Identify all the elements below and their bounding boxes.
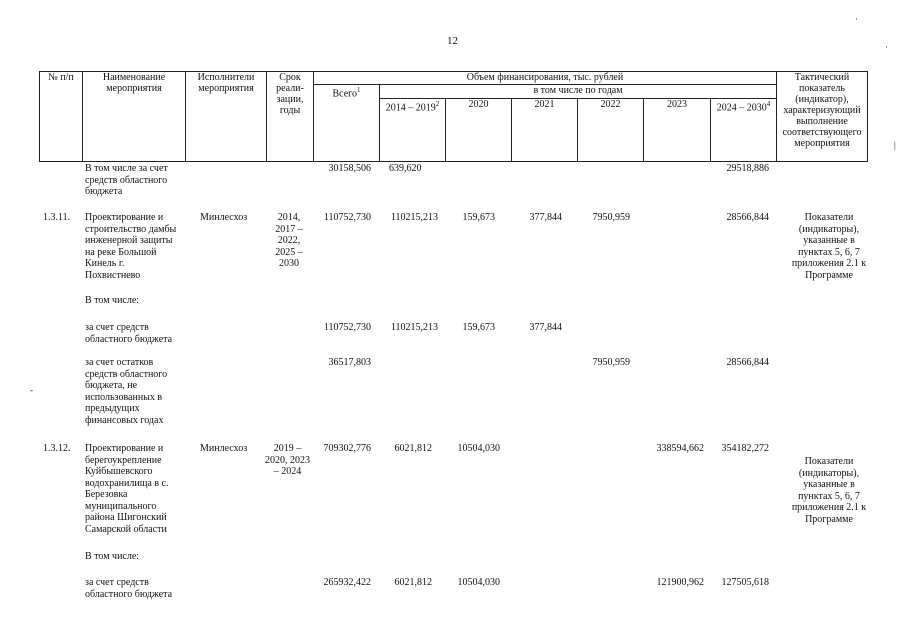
row-y1: 6021,812 xyxy=(394,443,432,454)
header-by-years: в том числе по годам xyxy=(380,85,777,99)
row-y6: 28566,844 xyxy=(726,357,769,368)
header-indicator: Тактический показатель (индикатор), характеризующий выполнение соответствующего мероприятия xyxy=(777,72,868,162)
header-year-2014-2019: 2014 – 2019$^2$ xyxy=(380,99,446,162)
scan-speck: · xyxy=(855,14,858,24)
row-y3: 377,844 xyxy=(529,212,562,223)
header-year-2020: 2020 xyxy=(446,99,512,162)
row-y6: 29518,886 xyxy=(726,163,769,174)
row-name: за счет средств областного бюджета xyxy=(85,322,173,345)
header-volume: Объем финансирования, тыс. рублей xyxy=(314,72,777,85)
row-total: 265932,422 xyxy=(323,577,371,588)
row-y5: 121900,962 xyxy=(656,577,704,588)
row-y3: 377,844 xyxy=(529,322,562,333)
row-name: за счет средств областного бюджета xyxy=(85,577,173,600)
row-term: 2019 – 2020, 2023 – 2024 xyxy=(265,443,310,477)
row-name: Проектирование и берегоукрепление Куйбышевского водохранилища в с. Березовка муниципального района Шигонский Самарской области xyxy=(85,443,169,535)
header-year-2022: 2022 xyxy=(578,99,644,162)
row-name: В том числе: xyxy=(85,551,140,562)
header-year-2021: 2021 xyxy=(512,99,578,162)
row-total: 709302,776 xyxy=(323,443,371,454)
row-y6: 127505,618 xyxy=(721,577,769,588)
row-executor: Минлесхоз xyxy=(200,443,248,454)
page-number: 12 xyxy=(447,35,458,47)
row-y5: 338594,662 xyxy=(656,443,704,454)
row-y4: 7950,959 xyxy=(592,357,630,368)
header-year-2023: 2023 xyxy=(644,99,711,162)
row-num: 1.3.11. xyxy=(43,212,71,223)
scan-speck: - xyxy=(30,385,33,395)
header-term: Срок реали-зации, годы xyxy=(267,72,314,162)
row-y2: 10504,030 xyxy=(457,577,500,588)
row-y6: 28566,844 xyxy=(726,212,769,223)
row-num: 1.3.12. xyxy=(43,443,71,454)
header-name: Наименование мероприятия xyxy=(83,72,186,162)
row-name: В том числе: xyxy=(85,295,140,306)
row-total: 36517,803 xyxy=(328,357,371,368)
scan-speck: · xyxy=(885,42,888,52)
row-y1: 110215,213 xyxy=(390,212,438,223)
row-name: за счет остатков средств областного бюджета, не использованных в предыдущих финансовых годах xyxy=(85,357,168,426)
row-total: 110752,730 xyxy=(323,212,371,223)
header-year-2024-2030: 2024 – 2030$^4$ xyxy=(711,99,777,162)
row-total: 110752,730 xyxy=(323,322,371,333)
row-y4: 7950,959 xyxy=(592,212,630,223)
row-y6: 354182,272 xyxy=(721,443,769,454)
row-y1: 6021,812 xyxy=(394,577,432,588)
header-num: № п/п xyxy=(40,72,83,162)
scan-speck: | xyxy=(894,140,896,150)
row-y1: 639,620 xyxy=(389,163,422,174)
row-total: 30158,506 xyxy=(328,163,371,174)
row-term: 2014, 2017 – 2022, 2025 – 2030 xyxy=(275,212,303,269)
header-total: Всего$^1$ xyxy=(314,85,380,162)
header-executors: Исполнители мероприятия xyxy=(186,72,267,162)
row-executor: Минлесхоз xyxy=(200,212,248,223)
row-y2: 159,673 xyxy=(462,322,495,333)
row-indicator: Показатели (индикаторы), указанные в пунктах 5, 6, 7 приложения 2.1 к Программе xyxy=(791,212,867,281)
row-y1: 110215,213 xyxy=(390,322,438,333)
row-y2: 10504,030 xyxy=(457,443,500,454)
row-name: В том числе за счет средств областного бюджета xyxy=(85,163,168,197)
row-name: Проектирование и строительство дамбы инженерной защиты на реке Большой Кинель г. Похвистнево xyxy=(85,212,177,281)
row-y2: 159,673 xyxy=(462,212,495,223)
table-header xyxy=(39,71,868,162)
row-indicator: Показатели (индикаторы), указанные в пунктах 5, 6, 7 приложения 2.1 к Программе xyxy=(791,456,867,525)
